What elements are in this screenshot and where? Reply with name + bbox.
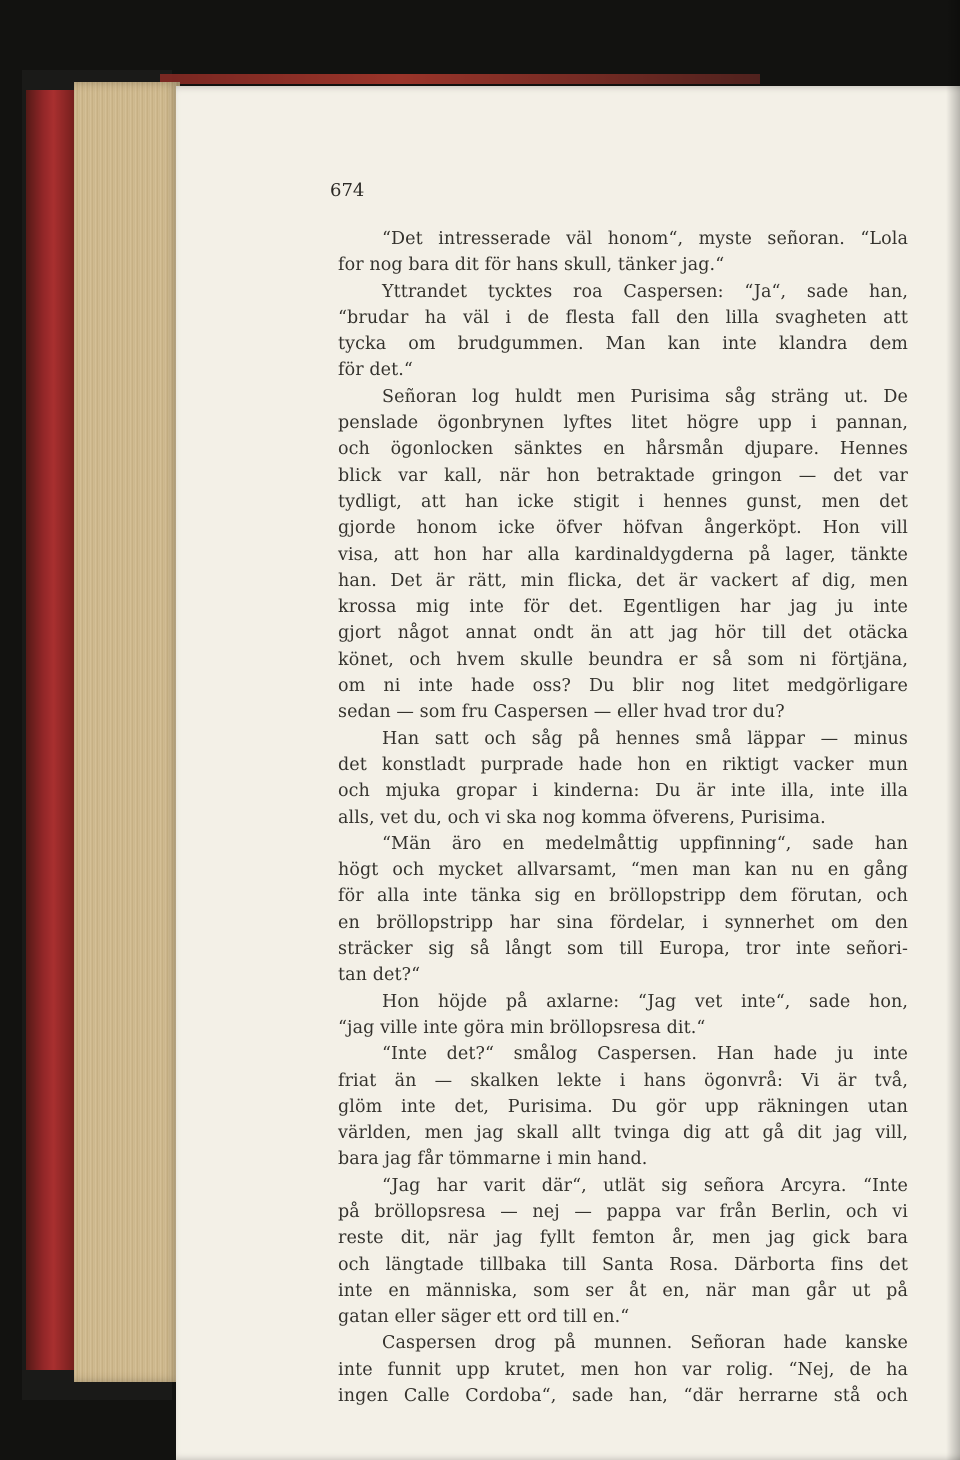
text-line: det konstladt purprade hade hon en riktigt vacker mun xyxy=(338,754,908,775)
text-line: inte funnit upp krutet, men hon var rolig. “Nej, de ha xyxy=(338,1359,908,1380)
text-line: glöm inte det, Purisima. Du gör upp räkningen utan xyxy=(338,1096,908,1117)
text-line: alls, vet du, och vi ska nog komma öfverens, Purisima. xyxy=(338,807,826,828)
text-line: gatan eller säger ett ord till en.“ xyxy=(338,1307,630,1328)
text-line: och längtade tillbaka till Santa Rosa. Därborta fins det xyxy=(338,1254,908,1275)
text-line: “Det intresserade väl honom“, myste señoran. “Lola xyxy=(382,229,908,249)
text-line: högt och mycket allvarsamt, “men man kan nu en gång xyxy=(338,860,908,881)
text-line: sedan — som fru Caspersen — eller hvad tror du? xyxy=(338,702,785,723)
text-line: bara jag får tömmarne i min hand. xyxy=(338,1149,648,1170)
text-line: tydligt, att han icke stigit i hennes gunst, men det xyxy=(338,491,908,512)
text-line: för alla inte tänka sig en bröllopstripp dem förutan, och xyxy=(338,886,908,907)
page-number: 674 xyxy=(330,180,365,201)
text-line: for nog bara dit för hans skull, tänker jag.“ xyxy=(338,255,725,276)
cover-red-edge xyxy=(26,90,76,1370)
text-line: “brudar ha väl i de flesta fall den lilla svagheten att xyxy=(338,307,908,328)
text-line: för det.“ xyxy=(338,360,413,381)
text-line: han. Det är rätt, min flicka, det är vackert af dig, men xyxy=(338,570,908,591)
text-line: inte en människa, som ser åt en, när man går ut på xyxy=(338,1280,908,1301)
text-line: och ögonlocken sänktes en hårsmån djupare. Hennes xyxy=(338,439,908,460)
page-block-edge xyxy=(74,82,180,1382)
text-line: visa, att hon har alla kardinaldygderna på lager, tänkte xyxy=(338,544,908,565)
text-line: en bröllopstripp har sina fördelar, i synnerhet om den xyxy=(338,912,908,933)
text-line: sträcker sig så långt som till Europa, tror inte señori- xyxy=(338,939,908,960)
text-line: och mjuka gropar i kinderna: Du är inte illa, inte illa xyxy=(338,781,908,802)
text-line: tycka om brudgummen. Man kan inte klandra dem xyxy=(338,334,908,355)
text-line: könet, och hvem skulle beundra er så som ni förtjäna, xyxy=(338,649,908,670)
text-line: “jag ville inte göra min bröllopsresa dit.“ xyxy=(338,1017,706,1038)
right-edge-shadow xyxy=(946,0,960,1460)
text-line: på bröllopsresa — nej — pappa var från Berlin, och vi xyxy=(338,1201,908,1222)
text-line: tan det?“ xyxy=(338,965,421,986)
text-line: Yttrandet tycktes roa Caspersen: “Ja“, sade han, xyxy=(382,281,908,302)
text-line: världen, men jag skall allt tvinga dig att gå dit jag vill, xyxy=(338,1123,908,1144)
text-line: friat än — skalken lekte i hans ögonvrå: Vi är två, xyxy=(338,1070,908,1091)
text-line: “Män äro en medelmåttig uppfinning“, sade han xyxy=(382,833,908,854)
text-line: om ni inte hade oss? Du blir nog litet medgörligare xyxy=(338,676,908,697)
text-line: ingen Calle Cordoba“, sade han, “där herrarne stå och xyxy=(338,1386,908,1407)
text-line: “Jag har varit där“, utlät sig señora Arcyra. “Inte xyxy=(382,1175,908,1196)
text-line: Hon höjde på axlarne: “Jag vet inte“, sade hon, xyxy=(382,991,908,1012)
text-line: gjorde honom icke öfver höfvan ångerköpt. Hon vill xyxy=(338,518,908,539)
text-line: Han satt och såg på hennes små läppar — minus xyxy=(382,728,908,749)
cover-top-band xyxy=(160,74,760,84)
page-text xyxy=(338,226,908,1409)
text-line: Señoran log huldt men Purisima såg sträng ut. De xyxy=(382,386,908,407)
text-line: Caspersen drog på munnen. Señoran hade kanske xyxy=(382,1333,908,1354)
text-line: “Inte det?“ smålog Caspersen. Han hade ju inte xyxy=(382,1044,908,1065)
text-line: krossa mig inte för det. Egentligen har jag ju inte xyxy=(338,597,908,618)
text-line: reste dit, när jag fyllt femton år, men jag gick bara xyxy=(338,1228,908,1249)
text-line: gjort något annat ondt än att jag hör till det otäcka xyxy=(338,623,908,644)
text-line: blick var kall, när hon betraktade gringon — det var xyxy=(338,465,908,486)
text-line: penslade ögonbrynen lyftes litet högre upp i pannan, xyxy=(338,413,908,434)
